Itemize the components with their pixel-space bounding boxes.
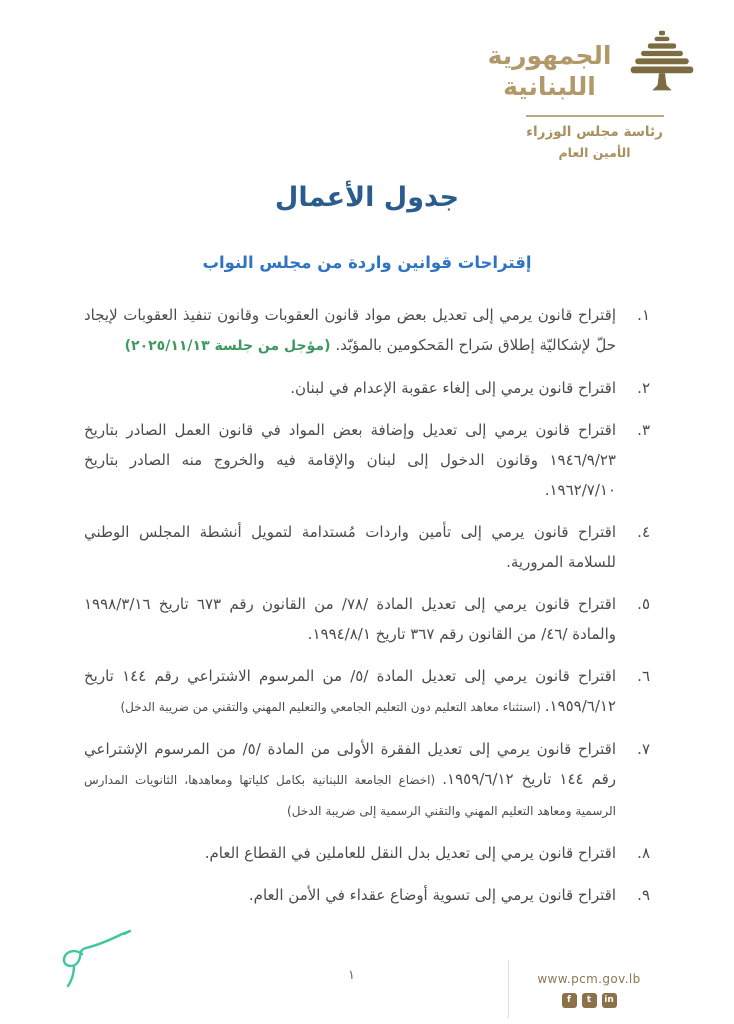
footer-divider [508,960,509,1018]
item-text: اقتراح قانون يرمي إلى تأمين واردات مُستدامة لتمويل أنشطة المجلس الوطني للسلامة المرورية. [84,523,616,571]
item-text-wrap [84,415,616,505]
agenda-item [84,880,650,910]
item-text: اقتراح قانون يرمي إلى تعديل الفقرة الأولى من المادة /٥/ من المرسوم الإشتراعي رقم ١٤٤ تاريخ ١٩٥٩/٦/١٢. [84,740,616,788]
item-text-wrap [84,880,616,910]
footer [526,972,652,1008]
item-text: اقتراح قانون يرمي إلى تعديل بدل النقل للعاملين في القطاع العام. [204,844,616,862]
agenda-item [84,838,650,868]
item-number: ٣. [637,421,650,439]
agenda-item [84,734,650,826]
item-text: اقتراح قانون يرمي إلى تعديل وإضافة بعض المواد في قانون العمل الصادر بتاريخ ١٩٤٦/٩/٢٣ وقانون الدخول إلى لبنان والإقامة فيه والخروج منه الصادر بتاريخ ١٩٦٢/٧/١٠. [84,421,616,499]
org-name: رئاسة مجلس الوزراء [526,124,663,140]
letterhead-logo [487,30,702,112]
item-number: ٩. [637,886,650,904]
item-text-wrap [84,589,616,649]
item-text: اقتراح قانون يرمي إلى إلغاء عقوبة الإعدام في لبنان. [290,379,616,397]
item-text-wrap [84,661,616,722]
org-subtitle: الأمين العام [558,145,631,160]
website-text: www.pcm.gov.lb [537,972,641,986]
item-text: اقتراح قانون يرمي إلى تعديل المادة /٧٨/ من القانون رقم ٦٧٣ تاريخ ١٩٩٨/٣/١٦ والمادة /٤٦/ من القانون رقم ٣٦٧ تاريخ ١٩٩٤/٨/١. [84,595,617,643]
linkedin-icon: in [602,993,617,1008]
item-note-small: (استثناء معاهد التعليم دون التعليم الجامعي والتعليم المهني والتقني من ضريبة الدخل) [120,700,545,714]
agenda-item [84,517,650,577]
republic-name [488,40,612,103]
social-icons [526,993,652,1008]
agenda-list [84,300,650,922]
twitter-icon: t [582,993,597,1008]
item-text-wrap [84,838,616,868]
item-number: ٧. [637,740,650,758]
letterhead-rule [526,115,664,117]
republic-name-line1: الجمهورية [487,40,612,70]
agenda-item [84,661,650,722]
facebook-icon: f [562,993,577,1008]
section-title: إقتراحات قوانين واردة من مجلس النواب [202,253,532,272]
item-number: ٨. [637,844,650,862]
item-text: إقتراح قانون يرمي إلى تعديل بعض مواد قانون العقوبات وقانون تنفيذ العقوبات لإيجاد حلّ لإشكاليّة إطلاق سَراح المَحكومين بالمؤبّد. [84,306,616,354]
item-number: ٤. [637,523,650,541]
item-text: اقتراح قانون يرمي إلى تسوية أوضاع عقداء في الأمن العام. [248,886,616,904]
page-number: ١ [348,968,355,983]
item-number: ١. [637,306,650,324]
item-number: ٥. [637,595,650,613]
agenda-item [84,589,650,649]
signature-squiggle [52,928,142,990]
item-note-green: (مؤجل من جلسة ٢٠٢٥/١١/١٣) [124,338,336,354]
item-text-wrap [84,734,616,826]
letterhead [487,30,702,160]
item-text-wrap [84,300,616,361]
item-number: ٢. [637,379,650,397]
item-text-wrap [84,373,616,403]
agenda-item [84,300,650,361]
cedar-tree-icon [623,30,701,112]
republic-name-line2: اللبنانية [503,72,596,101]
item-text: اقتراح قانون يرمي إلى تعديل المادة /٥/ من المرسوم الاشتراعي رقم ١٤٤ تاريخ ١٩٥٩/٦/١٢. [84,667,617,715]
page-title: جدول الأعمال [274,182,460,213]
agenda-item [84,373,650,403]
item-note-small: (اخضاع الجامعة اللبنانية بكامل كلياتها ومعاهدها، الثانويات المدارس الرسمية ومعاهد التعليم المهني والتقني الرسمية إلى ضريبة الدخل) [84,773,616,818]
item-text-wrap [84,517,616,577]
agenda-item [84,415,650,505]
item-number: ٦. [637,667,650,685]
